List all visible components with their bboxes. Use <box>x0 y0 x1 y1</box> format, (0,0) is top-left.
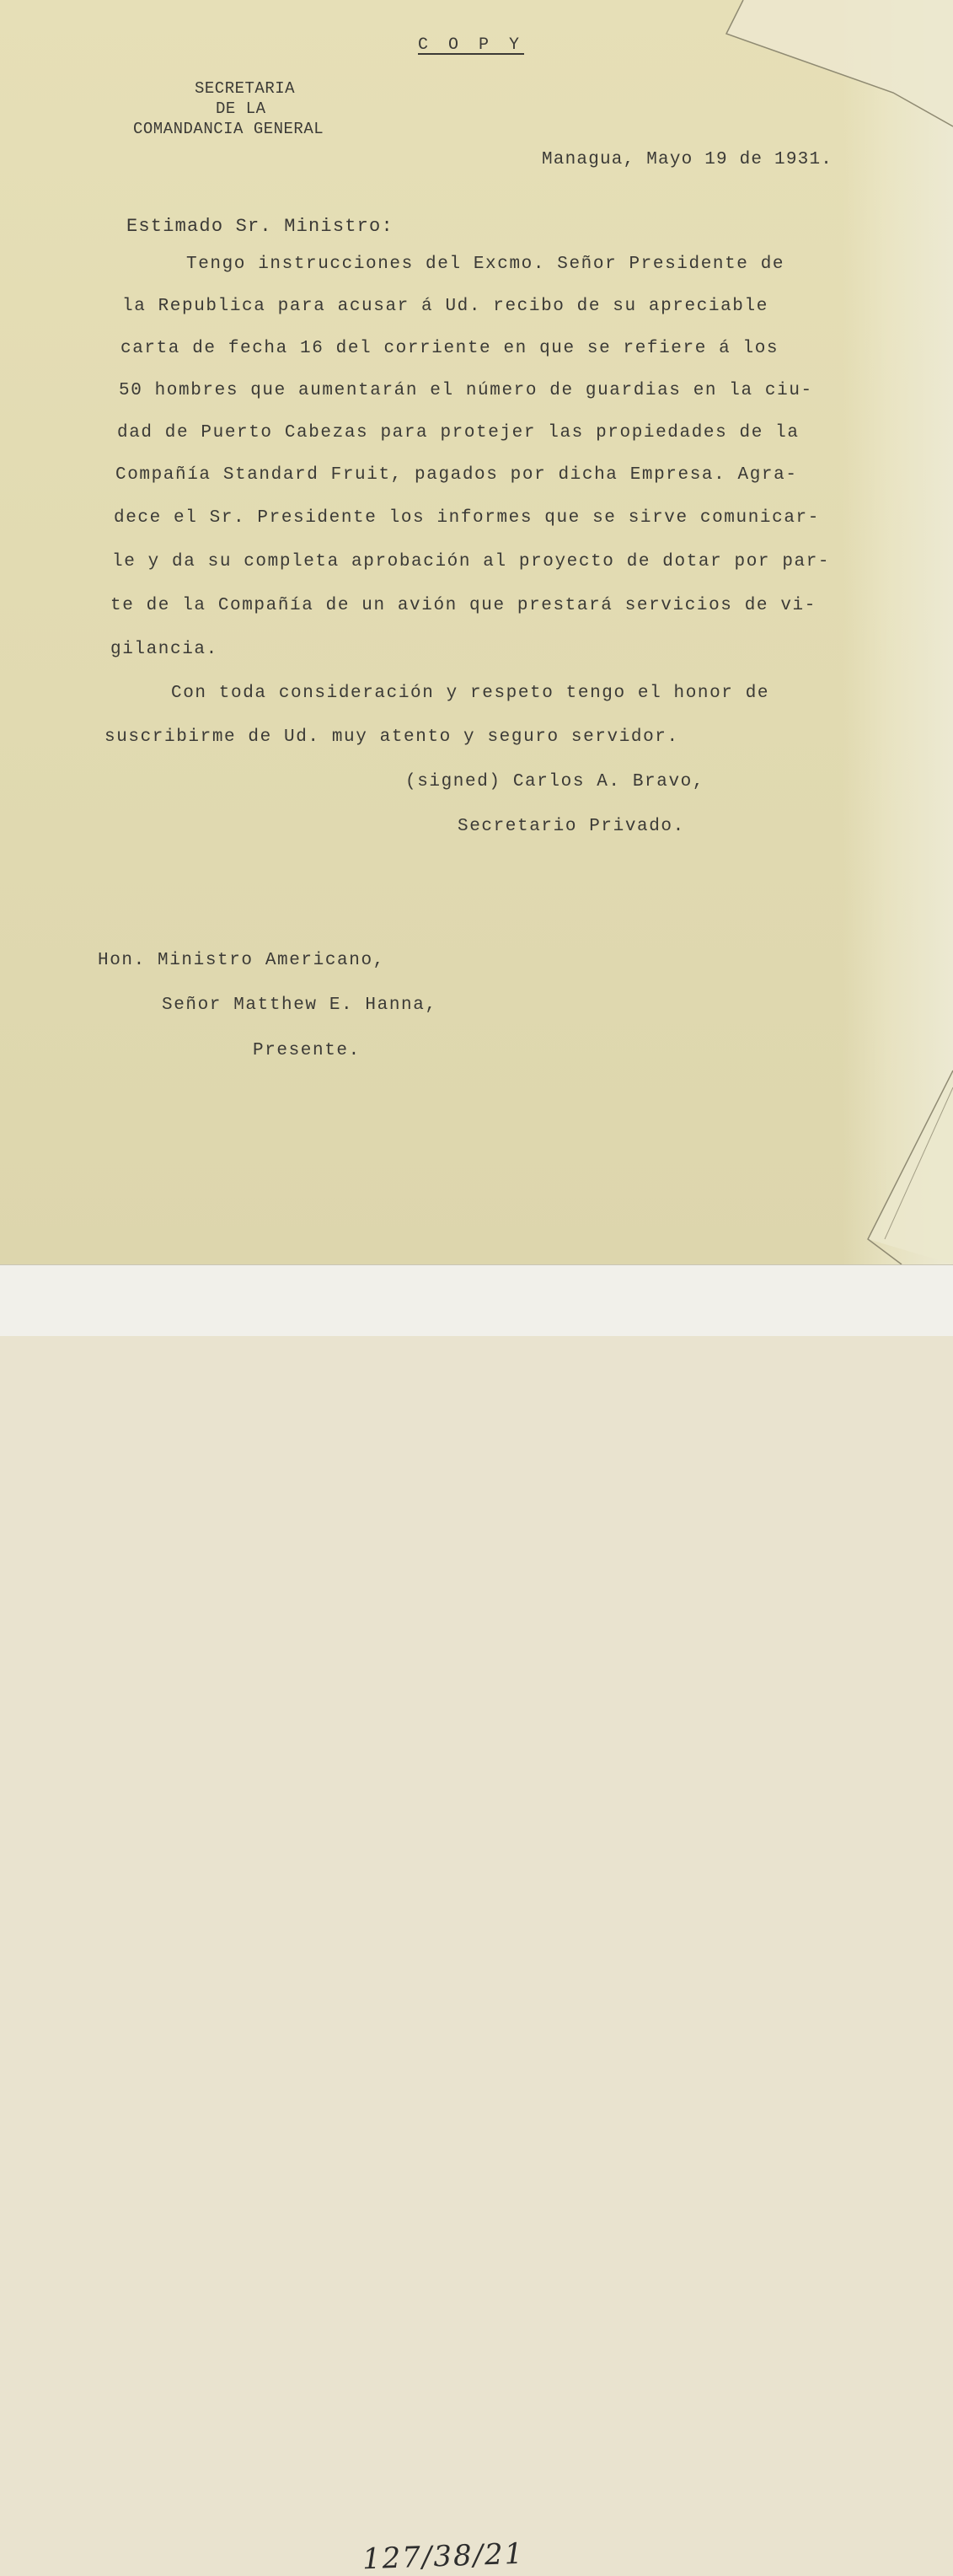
letterhead-line: SECRETARIA <box>195 79 296 98</box>
body-line: carta de fecha 16 del corriente en que se refiere á los <box>120 339 779 358</box>
body-line: la Republica para acusar á Ud. recibo de su apreciable <box>122 297 768 316</box>
body-line: te de la Compañía de un avión que prestará servicios de vi- <box>110 596 816 615</box>
body-line: dad de Puerto Cabezas para protejer las propiedades de la <box>117 423 800 443</box>
underlying-sheet-edge <box>843 0 953 1264</box>
addressee-line: Hon. Ministro Americano, <box>98 951 385 970</box>
body-line: gilancia. <box>110 640 218 659</box>
letterhead-line: COMANDANCIA GENERAL <box>133 120 324 138</box>
closing-line: Con toda consideración y respeto tengo el honor de <box>171 684 770 703</box>
addressee-line: Señor Matthew E. Hanna, <box>162 996 437 1015</box>
body-line: Tengo instrucciones del Excmo. Señor Presidente de <box>186 255 785 274</box>
letter-page <box>0 0 953 1264</box>
handwritten-file-number: 127/38/21 <box>361 2536 525 2576</box>
archive-label-strip <box>0 1264 953 2576</box>
body-line: le y da su completa aprobación al proyecto de dotar por par- <box>112 552 831 572</box>
copy-heading: C O P Y <box>418 35 525 55</box>
addressee-line: Presente. <box>253 1041 361 1060</box>
salutation: Estimado Sr. Ministro: <box>126 216 394 237</box>
date-line: Managua, Mayo 19 de 1931. <box>542 150 833 169</box>
signature-name: (signed) Carlos A. Bravo, <box>405 772 705 792</box>
body-line: Compañía Standard Fruit, pagados por dicha Empresa. Agra- <box>115 465 798 485</box>
signature-title: Secretario Privado. <box>458 817 685 836</box>
closing-line: suscribirme de Ud. muy atento y seguro servidor. <box>104 727 679 747</box>
body-line: 50 hombres que aumentarán el número de guardias en la ciu- <box>119 381 813 400</box>
body-line: dece el Sr. Presidente los informes que se sirve comunicar- <box>114 508 820 528</box>
letterhead-line: DE LA <box>216 99 266 118</box>
